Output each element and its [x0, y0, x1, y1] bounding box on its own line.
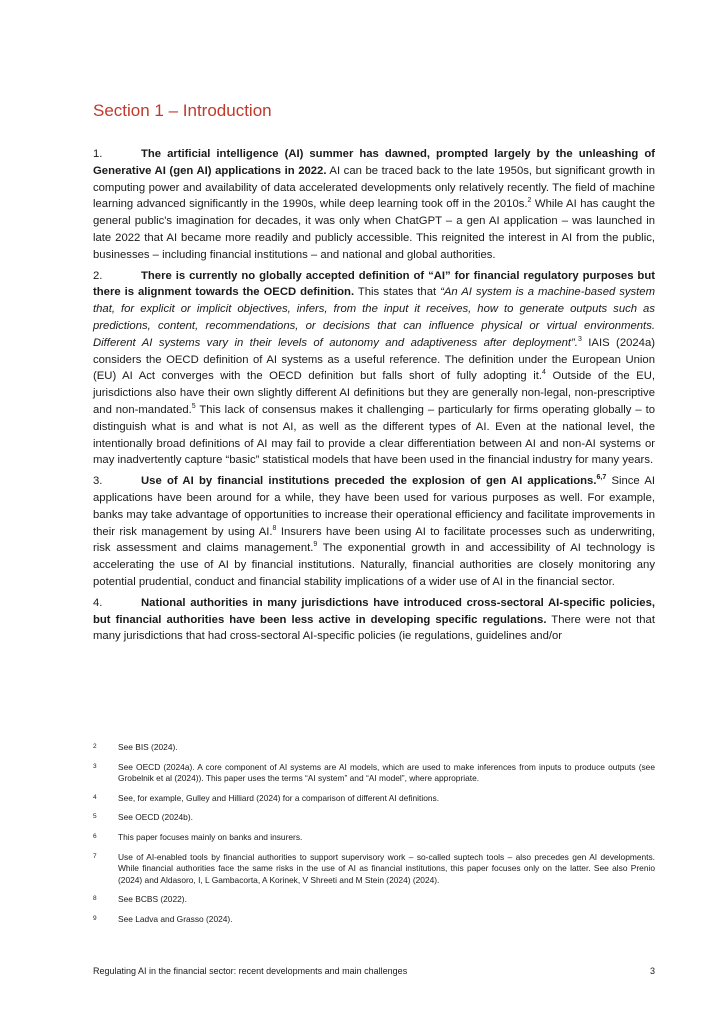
footnote-number: 8	[93, 895, 97, 903]
paragraph-number: 2.	[93, 269, 103, 282]
footnote-item	[93, 742, 655, 754]
paragraph-number: 3.	[93, 475, 103, 488]
paragraph-text: The exponential growth in and accessibility of AI technology is accelerating the use of AI by financial institutions. Naturally, financial authorities are closely monitoring any potential prudential, conduct and financial stability implications of a wider use of AI in the financial sector.	[93, 542, 655, 588]
footnote-item	[93, 793, 655, 805]
paragraph-3	[93, 473, 655, 591]
paragraph-text: AI can be traced back to the late 1950s, but significant growth in computing power and availability of data accelerated developments only relatively recently. The field of machine learning advanced significantly in the 1990s, while deep learning took off in the 2010s.	[93, 164, 655, 211]
paragraph-lead: National authorities in many jurisdictions have introduced cross-sectoral AI-specific policies, but financial authorities have been less active in developing specific regulations.	[93, 596, 655, 626]
footnote-item	[93, 894, 655, 906]
footnote-number: 3	[93, 762, 97, 770]
paragraph-lead: There is currently no globally accepted definition of “AI” for financial regulatory purposes but there is alignment towards the OECD definition.	[93, 269, 655, 299]
footnote-text: This paper focuses mainly on banks and insurers.	[118, 831, 303, 842]
section-title: Section 1 – Introduction	[93, 101, 272, 120]
paragraph-text: While AI has caught the general public's imagination for decades, it was only when ChatGPT – a gen AI application – was launched in late 2022 that AI became more readily and publicly accessible. This reignited the interest in AI from the public, businesses – including financial institutions – and national and global authorities.	[93, 198, 656, 261]
footnote-ref[interactable]: 2	[527, 197, 532, 205]
footnote-text: See, for example, Gulley and Hilliard (2024) for a comparison of different AI definitions.	[118, 792, 440, 803]
footnote-number: 2	[93, 743, 97, 750]
footnote-number: 4	[93, 793, 97, 801]
footnote-number: 7	[93, 852, 97, 860]
footnote-text: Use of AI-enabled tools by financial authorities to support supervisory work – so-called suptech tools – also precedes gen AI developments. While financial authorities face the same risks in the use of AI as financial institutions, this paper focuses only on the latter. See also Prenio (2024) and Aldasoro, I, L Gambacorta, A Korinek, V Shreeti and M Stein (2024) (2024).	[118, 851, 655, 885]
paragraph-lead: Use of AI by financial institutions preceded the explosion of gen AI applications.	[141, 475, 597, 488]
footnote-ref[interactable]: 3	[577, 335, 582, 343]
footnote-text: See OECD (2024b).	[118, 812, 193, 823]
paragraph-number: 4.	[93, 596, 103, 609]
body-text	[93, 146, 655, 649]
footnote-number: 5	[93, 813, 97, 821]
footnote-text: See Ladva and Grasso (2024).	[118, 913, 233, 924]
footnote-item	[93, 852, 655, 887]
paragraph-text: There were not that many jurisdictions that had cross-sectoral AI-specific policies (ie regulations, guidelines and/or	[93, 613, 655, 643]
paragraph-text: Outside of the EU, jurisdictions also have their own slightly different AI definitions but they are generally non-legal, non-prescriptive and non-mandated.	[93, 370, 655, 416]
footnote-item	[93, 812, 655, 824]
page-footer	[93, 966, 655, 976]
paragraph-text: This lack of consensus makes it challenging – particularly for firms operating globally – to distinguish what is and what is not AI, as well as the different types of AI. Even at the national level, the intentionally broad definitions of AI may fail to provide a clear differentiation between AI and non-AI systems or may inadvertently capture “basic” statistical models that have been used in the financial industry for many years.	[93, 403, 655, 467]
footnote-text: See OECD (2024a). A core component of AI systems are AI models, which are used to make inferences from inputs to produce outputs (see Grobelnik et al (2024)). This paper uses the terms “AI system” and “AI model”, where appropriate.	[118, 761, 655, 784]
page-number: 3	[649, 966, 655, 976]
paragraph-text: Since AI applications have been around for a while, they have been used for various purposes as well. For example, banks may take advantage of opportunities to increase their operational efficiency and facilitate improvements in their risk management by using AI.	[93, 475, 655, 538]
footnote-text: See BIS (2024).	[118, 742, 178, 752]
footnote-item	[93, 832, 655, 844]
footnote-number: 9	[93, 914, 97, 922]
paragraph-lead: The artificial intelligence (AI) summer has dawned, prompted largely by the unleashing of Generative AI (gen AI) applications in 2022.	[93, 148, 655, 177]
footnote-text: See BCBS (2022).	[118, 894, 187, 905]
paragraph-text: Insurers have been using AI to facilitate processes such as underwriting, risk assessment and claims management.	[93, 525, 655, 555]
footnote-number: 6	[93, 832, 97, 840]
footnote-ref[interactable]: 6,7	[596, 474, 607, 482]
footnote-ref[interactable]: 4	[542, 369, 546, 377]
paragraph-1	[93, 146, 655, 264]
paragraph-4	[93, 595, 655, 645]
footnote-item	[93, 762, 655, 785]
footer-title: Regulating AI in the financial sector: recent developments and main challenges	[93, 966, 408, 976]
paragraph-2	[93, 268, 655, 470]
footnote-ref[interactable]: 5	[191, 402, 196, 410]
paragraph-text: This states that	[354, 286, 441, 299]
footnote-ref[interactable]: 8	[272, 524, 277, 532]
oecd-definition-quote: “An AI system is a machine-based system that, for explicit or implicit objectives, infers, from the input it receives, how to generate outputs such as predictions, content, recommendations, or decisions that can influence physical or virtual environments. Different AI systems vary in their levels of autonomy and adaptiveness after deployment”.	[93, 286, 656, 349]
footnote-item	[93, 914, 655, 926]
footnotes	[93, 742, 655, 934]
paragraph-number: 1.	[93, 148, 103, 160]
paragraph-text: IAIS (2024a) considers the OECD definition of AI systems as a useful reference. The definition under the European Union (EU) AI Act converges with the OECD definition but falls short of fully adopting it.	[93, 336, 655, 383]
footnote-ref[interactable]: 9	[313, 541, 318, 549]
